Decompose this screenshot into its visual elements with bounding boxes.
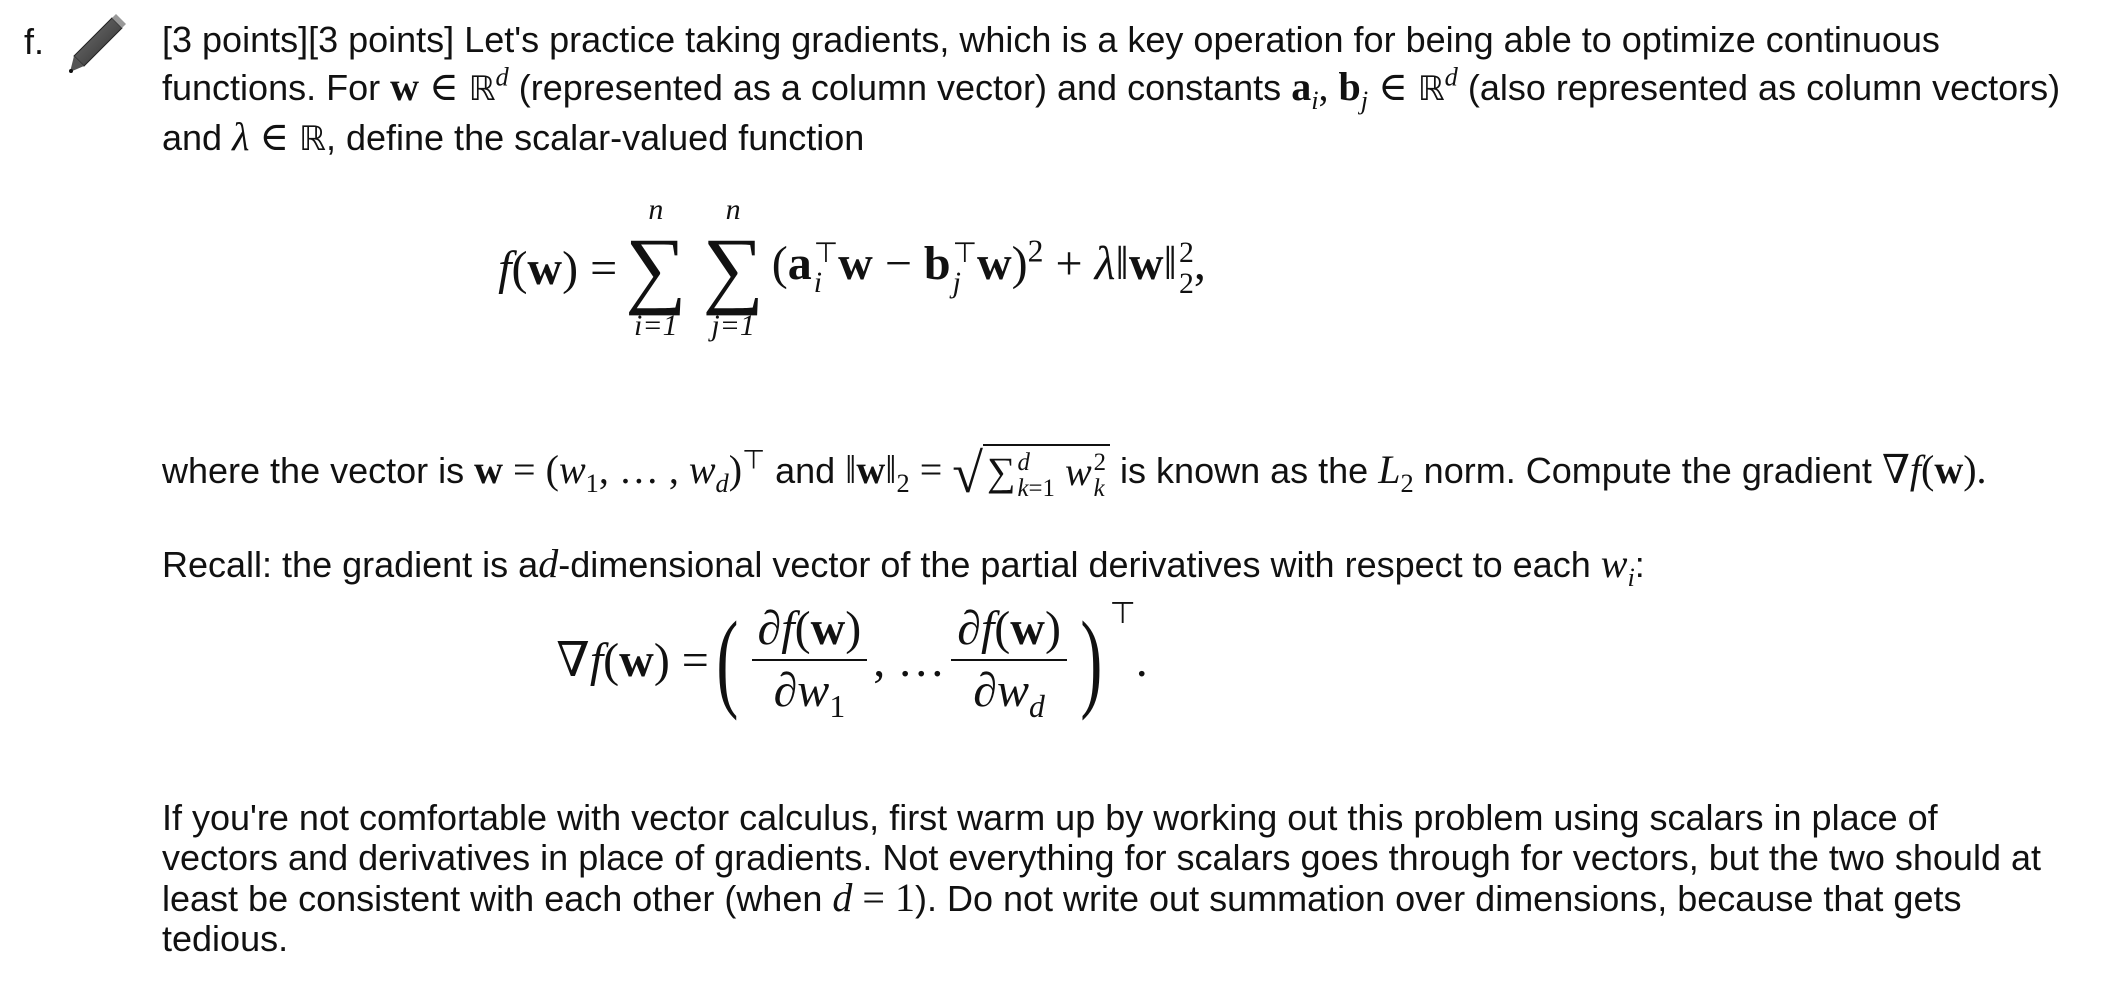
math-w-in-rd: w ∈ ℝ$^d$ — [390, 61, 509, 109]
norm-compute-text: norm. Compute the gradient — [1423, 450, 1872, 492]
recall-text: Recall: the gradient is a — [162, 544, 539, 585]
recall-end: : — [1634, 544, 1645, 585]
define-text: , define the scalar-valued function — [325, 117, 865, 158]
math-ai-bj: $a_i$, $b_j$ ∈ ℝ$^d$ — [1291, 61, 1458, 116]
sum-i: n ∑ i=1 — [625, 193, 687, 342]
math-l2-norm: $‖w‖_2$ = √ ∑ d k=1 w 2 k — [845, 447, 1110, 492]
math-l2: $L_2$ — [1378, 447, 1414, 499]
intro-text: Let's practice taking gradients, which is a key operation for being able to optimize continuous functions. For — [162, 19, 1940, 108]
known-as-text: is known as the — [1120, 450, 1369, 492]
vector-desc: (represented as a column vector) and constants — [518, 67, 1282, 108]
math-w-components: $w = (w_1$, … , $w_d)^⊤$ — [474, 444, 766, 499]
math-lambda: λ ∈ ℝ — [232, 114, 326, 159]
and-text: and — [775, 450, 836, 492]
recall-text-2: -dimensional vector of the partial derivatives with respect to each — [558, 544, 1591, 585]
math-wi: $w_i$ — [1600, 541, 1635, 593]
sum-j: n ∑ j=1 — [702, 193, 764, 342]
math-gradient: ∇f(w). — [1881, 447, 1987, 493]
partial-w1-fraction: $\frac{\partial f(w)}{\partial w_1}$ — [752, 603, 868, 717]
function-definition-equation: f(w) = n ∑ i=1 n ∑ j=1 (a ⊤ i w − b ⊤ j w)$^2$ + λ‖w‖ 2 2 , — [498, 193, 1206, 342]
final-paragraph — [162, 762, 2062, 995]
math-d: d — [538, 541, 559, 586]
vectors-desc2: (also represented as column vectors) and — [162, 67, 2061, 158]
final-text-a: If you're not comfortable with vector calculus, first warm up by working out this problem using scalars in place of vectors and derivatives in place of gradients. Not everything for scalars goes through for vectors, but the two should at least be consistent with each other (when — [162, 797, 2041, 919]
pencil-icon[interactable] — [60, 14, 140, 78]
points-label: [3 points][3 points] — [162, 19, 455, 60]
math-d-equals-1: d = 1 — [832, 875, 915, 920]
partial-wd-fraction: $\frac{\partial f(w)}{\partial w_d}$ — [951, 603, 1067, 717]
final-text-b: ). Do not write out summation over dimensions, because that gets tedious. — [162, 878, 1962, 959]
problem-label: f. — [24, 21, 45, 62]
gradient-equation: ∇f(w) = ( $\frac{\partial f(w)}{\partial w_1}$ , … $\frac{\partial f(w)}{\partial w_d}$ ) ⊤ . — [556, 596, 1148, 725]
problem-intro — [162, 16, 2062, 163]
where-vector-text: where the vector is — [162, 450, 465, 492]
